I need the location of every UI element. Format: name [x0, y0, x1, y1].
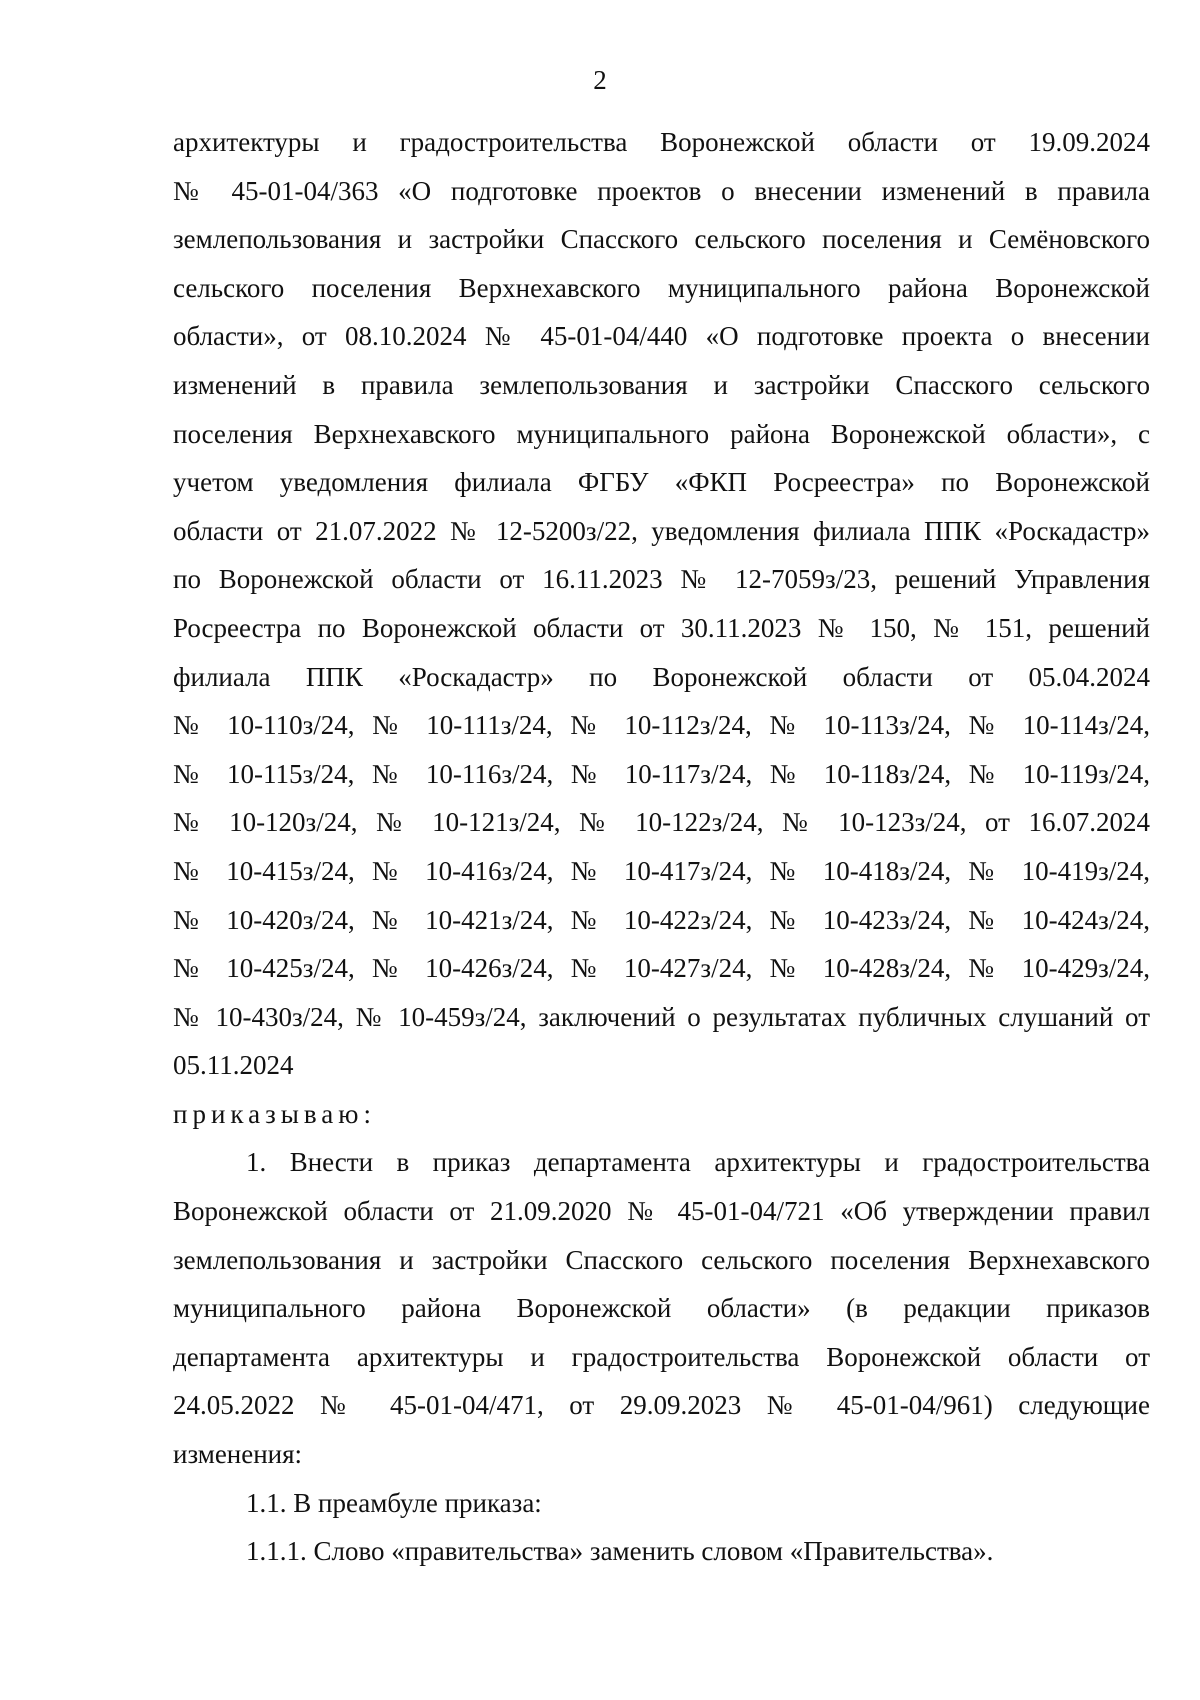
text-line: Росреестра по Воронежской области от 30.11.2023 № 150, № 151, решений [173, 612, 1150, 643]
text-line: № 45-01-04/363 «О подготовке проектов о внесении изменений в правила [173, 175, 1150, 206]
document-body [173, 118, 1150, 1576]
text-line: по Воронежской области от 16.11.2023 № 12-7059з/23, решений Управления [173, 564, 1150, 595]
text-line: области», от 08.10.2024 № 45-01-04/440 «О подготовке проекта о внесении [173, 321, 1150, 352]
text-line: архитектуры и градостроительства Воронежской области от 19.09.2024 [173, 127, 1150, 157]
text-line: № 10-120з/24, № 10-121з/24, № 10-122з/24, № 10-123з/24, от 16.07.2024 [173, 807, 1150, 838]
text-line: Воронежской области от 21.09.2020 № 45-01-04/721 «Об утверждении правил [173, 1196, 1150, 1227]
text-line: изменений в правила землепользования и застройки Спасского сельского [173, 369, 1150, 400]
text-line: № 10-415з/24, № 10-416з/24, № 10-417з/24, № 10-418з/24, № 10-419з/24, [173, 855, 1150, 886]
text-line: № 10-425з/24, № 10-426з/24, № 10-427з/24, № 10-428з/24, № 10-429з/24, [173, 953, 1150, 984]
text-line: 05.11.2024 [173, 1050, 294, 1081]
page-number: 2 [593, 65, 607, 95]
text-line: землепользования и застройки Спасского сельского поселения и Семёновского [173, 224, 1150, 255]
text-line: департамента архитектуры и градостроительства Воронежской области от [173, 1341, 1150, 1372]
subparagraph-1-1: 1.1. В преамбуле приказа: [246, 1487, 542, 1518]
text-line: области от 21.07.2022 № 12-5200з/22, уведомления филиала ППК «Роскадастр» [173, 515, 1150, 546]
text-line: сельского поселения Верхнехавского муниципального района Воронежской [173, 272, 1150, 303]
text-line: № 10-110з/24, № 10-111з/24, № 10-112з/24, № 10-113з/24, № 10-114з/24, [173, 710, 1150, 741]
text-line: № 10-430з/24, № 10-459з/24, заключений о результатах публичных слушаний от [173, 1001, 1150, 1032]
text-line: 24.05.2022 № 45-01-04/471, от 29.09.2023 № 45-01-04/961) следующие [173, 1390, 1150, 1421]
text-line: учетом уведомления филиала ФГБУ «ФКП Росреестра» по Воронежской [173, 467, 1150, 498]
text-line: муниципального района Воронежской области» (в редакции приказов [173, 1293, 1150, 1324]
text-line: № 10-420з/24, № 10-421з/24, № 10-422з/24, № 10-423з/24, № 10-424з/24, [173, 904, 1150, 935]
order-keyword: приказываю: [173, 1098, 376, 1129]
text-line: землепользования и застройки Спасского сельского поселения Верхнехавского [173, 1244, 1150, 1275]
text-line: филиала ППК «Роскадастр» по Воронежской области от 05.04.2024 [173, 661, 1150, 692]
text-line: № 10-115з/24, № 10-116з/24, № 10-117з/24, № 10-118з/24, № 10-119з/24, [173, 758, 1150, 789]
subparagraph-1-1-1: 1.1.1. Слово «правительства» заменить словом «Правительства». [246, 1536, 994, 1567]
text-line: поселения Верхнехавского муниципального района Воронежской области», с [173, 418, 1150, 449]
text-line: изменения: [173, 1439, 303, 1470]
paragraph-1-line: 1. Внести в приказ департамента архитектуры и градостроительства [246, 1147, 1150, 1178]
